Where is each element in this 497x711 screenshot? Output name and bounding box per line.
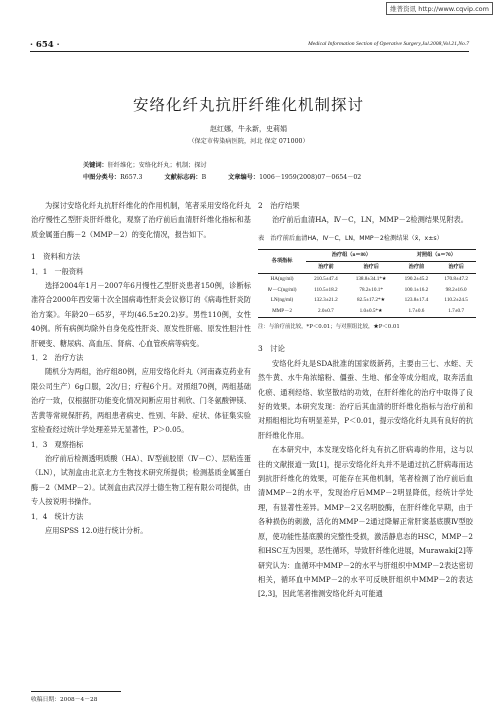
table-cell: 1.0±0.5*★ [346,306,397,317]
table-cell: 170.8±47.2 [444,275,468,282]
table-cell: 98.2±16.0 [445,286,467,293]
table-cell: 190.2±45.2 [404,275,429,282]
keywords-line [83,160,207,169]
table-cell: HA(ng/ml) [270,275,294,282]
table-cell: 110.5±18.2 [314,286,338,293]
table-group-treatment: 治疗组（n＝80） [306,250,397,262]
table-cell: 2.0±0.7 [306,306,346,317]
table-subheader: 治疗后 [436,262,476,274]
table-cell: 78.2±10.1* [359,286,383,293]
section-1-1-text: 选择2004年1月－2007年6月慢性乙型肝炎患者150例，诊断标准符合2000年西安第十次全国病毒性肝炎会议修订的《病毒性肝炎防治方案》。年龄20－65岁，平均(46.5±20.2)岁。男性110例，女性40例。所有病例均除外自身免疫性肝炎、原发性肝癌、原发性胆汁性肝硬变、糖尿病、高血压、肾病、心血管疾病等病变。 [31,281,251,348]
table-cell: 82.5±17.2*★ [357,297,386,304]
table-row-header: 各项指标 [258,250,306,274]
table-caption: 表 治疗前后血清HA，Ⅳ－C，LN，MMP－2检测结果（x̄，x±s） [258,234,443,242]
received-date: 收稿日期：2008－4－28 [31,691,121,703]
section-1-2-text: 随机分为两组，治疗组80例，应用安络化纤丸（河南森克药业有限公司生产）6g口服，2次/日；疗程6个月。对照组70例，两组基础治疗一致，仅根据肝功能变化情况间断应用甘利欣、门冬氨酸钾镁、苦黄等常规保肝药，两组患者病史、性别、年龄、症状、体征集实验室检查经过统计学处理差异无显著性，P＞0.05。 [31,367,251,435]
intro-paragraph: 为探讨安络化纤丸抗肝纤维化的作用机制，笔者采用安络化纤丸治疗慢性乙型肝炎肝纤维化，观察了治疗前后血清肝纤维化指标和基质金属蛋白酶－2（MMP－2）的变化情况，报告如下。 [31,201,251,239]
affiliation: （保定市传染病医院，河北 保定 071000） [188,138,309,145]
table-cell: 123.8±17.4 [404,297,429,304]
table-note: 注：与治疗前比较，*P＜0.01；与对照组比较，★P＜0.01 [258,324,400,330]
article-title: 安络化纤丸抗肝纤维化机制探讨 [132,96,364,114]
table-subheader: 治疗前 [397,262,437,274]
table-subheader: 治疗前 [306,262,346,274]
section-2-heading: 2 治疗结果 [258,201,300,210]
table-row [258,285,476,296]
classification-line [83,172,423,181]
doc-code-label: 文献标志码： [164,174,202,181]
table-cell: 100.1±16.2 [404,286,429,293]
section-1-4-heading: 1．4 统计方法 [31,511,84,521]
table-cell: MMP－2 [258,306,306,317]
section-2-text: 治疗前后血清HA，Ⅳ－C，LN，MMP－2检测结果见附表。 [272,215,468,225]
table-row [258,273,476,284]
authors: 赵红娜，牛永新，史莉娟 [210,125,287,133]
section-1-3-heading: 1．3 观察指标 [31,439,84,449]
page-number: · 654 · [30,40,60,50]
section-1-4-text: 应用SPSS 12.0进行统计分析。 [45,525,148,535]
left-column [31,199,251,538]
table-group-control: 对照组（n＝70） [397,250,476,262]
doc-code-value: B [201,174,207,181]
section-3-heading: 3 讨论 [258,344,285,354]
table-cell: 138.8±34.1*★ [355,275,387,282]
keywords-label: 关键词： [83,162,108,169]
watermark: 维普资讯 http://www.cqvip.com [386,2,493,15]
table-cell: 1.7±0.7 [436,306,476,317]
clc-value: R657.3 [120,174,143,181]
table-cell: 1.7±0.6 [397,306,437,317]
table-cell: 210.5±47.4 [314,275,338,282]
table-cell: Ⅳ－C(ng/ml) [267,286,297,293]
section-1-3-text: 治疗前后检测透明质酸（HA）、Ⅳ型前胶原（Ⅳ－C）、层粘连蛋（LN），试剂盒由北京北方生物技术研究所提供；检测基质金属蛋白酶－2（MMP－2）。试剂盒由武汉浮士德生物工程有限公司提供，由专人按说明书操作。 [31,453,251,507]
table-subheader: 治疗后 [346,262,397,274]
table-group-header-row [258,250,476,262]
section-3-paragraph-2: 在本研究中，本发现安络化纤丸有抗乙肝病毒的作用，这与以往的文献报道一致[1]，提示安络化纤丸并不是通过抗乙肝病毒而达到抗肝纤维化的效果，可能存在其他机制，笔者检测了治疗前后血清MMP－2的水平，发现治疗后MMP－2明显降低，经统计学处理，有显著性差异。MMP－2又名明胶酶，在肝纤维化早期，由于各种损伤的刺激，活化的MMP－2通过降解正常肝窦基底膜Ⅳ型胶原，使功能性基底膜的完整性受损，激活静息态的HSC，MMP－2和HSC互为因果，恶性循环，导致肝纤维化进展，Murawaki[2]等研究认为：血循环中MMP－2的水平与肝组织中MMP－2表达密切相关，循环血中MMP－2的水平可反映肝组织中MMP－2的表达[2,3]，因此笔者推测安络化纤丸可能通 [258,445,473,599]
section-1-1-heading: 1．1 一般资料 [31,266,84,276]
clc-label: 中图分类号： [83,174,121,181]
table-cell: 132.3±21.2 [314,297,338,304]
section-3-paragraph-1: 安络化纤丸是SDA批准的国家级新药，主要由三七、水蛭、天然牛黄、水牛角浓缩粉、僵蚕、生地、郁金等成分组成，取奔活血化瘀、通利经络、软坚散结的功效，在肝纤维化的治疗中取得了良好的效果。本研究发现：治疗后其血清的肝纤维化指标与治疗前和对照组相比均有明显差异，P＜0.01，提示安络化纤丸具有良好的抗肝纤维化作用。 [258,358,473,440]
article-number-value: 1006－1959(2008)07－0654－02 [259,174,362,181]
right-column [258,199,473,602]
section-1-2-heading: 1．2 治疗方法 [31,353,84,363]
table-row [258,306,476,317]
results-table [258,249,476,318]
article-number-label: 文章编号： [228,174,260,181]
table-cell: LN(ng/ml) [270,297,294,304]
section-1-heading: 1 资料和方法 [31,252,81,262]
journal-info: Medical Information Section of Operative Surgery,Jul.2008,Vol.21,No.7 [308,41,469,47]
running-header [30,40,469,52]
keywords-text: 肝纤维化；安络化纤丸；机制；探讨 [107,162,207,169]
table-row [258,295,476,306]
table-cell: 110.2±24.5 [444,297,468,304]
